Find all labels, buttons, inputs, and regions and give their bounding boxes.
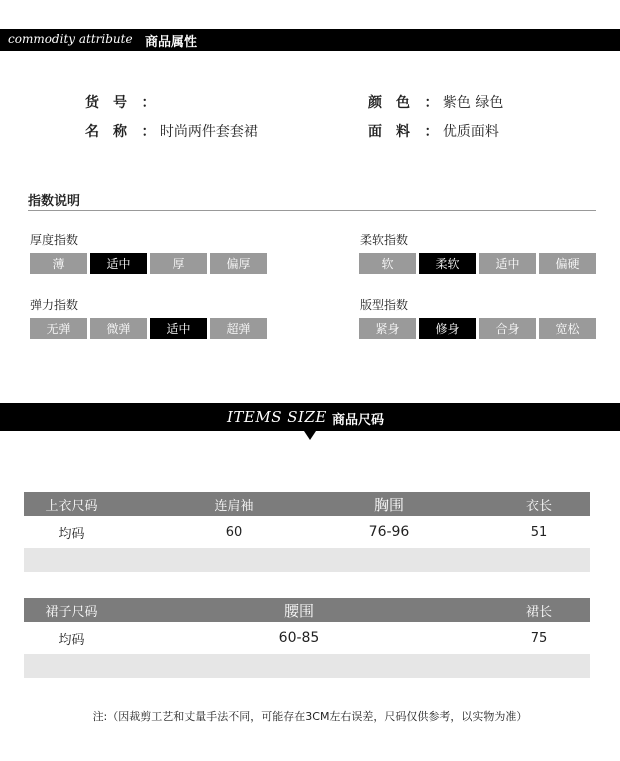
material-attribute — [368, 121, 499, 141]
skirt-size-table — [24, 598, 590, 678]
table-header-cell: 胸围 — [373, 495, 404, 514]
item-no-colon: ： — [141, 95, 156, 111]
index-divider — [28, 210, 596, 211]
color-label: 颜 色 — [368, 95, 410, 111]
thickness-scale — [30, 253, 267, 274]
elasticity-option: 微弹 — [90, 318, 147, 339]
fit-option: 修身 — [419, 318, 476, 339]
size-banner-pointer — [304, 431, 316, 440]
softness-option: 软 — [359, 253, 416, 274]
index-title: 指数说明 — [28, 194, 81, 209]
item-no-label: 货 号 — [85, 95, 127, 111]
table-cell: 76-96 — [368, 524, 410, 540]
table-header-row — [24, 492, 590, 516]
name-attribute — [85, 121, 258, 141]
table-cell: 60 — [225, 524, 243, 540]
color-value: 紫色 绿色 — [442, 95, 504, 111]
table-blank-row — [24, 548, 590, 572]
material-label: 面 料 — [368, 124, 410, 140]
fit-option: 宽松 — [539, 318, 596, 339]
name-value: 时尚两件套套裙 — [159, 124, 258, 140]
material-value: 优质面料 — [442, 124, 499, 140]
softness-option: 柔软 — [419, 253, 476, 274]
table-row — [24, 516, 590, 548]
item-no-attribute — [85, 92, 155, 112]
name-label: 名 称 — [85, 124, 127, 140]
thickness-option: 薄 — [30, 253, 87, 274]
table-blank-row — [24, 654, 590, 678]
table-cell: 均码 — [58, 632, 85, 648]
attribute-header-chinese: 商品属性 — [145, 35, 198, 50]
top-size-table — [24, 492, 590, 572]
table-header-cell: 上衣尺码 — [45, 498, 98, 514]
attribute-header-bar — [0, 29, 620, 51]
fit-title: 版型指数 — [360, 298, 409, 312]
table-cell: 51 — [530, 524, 548, 540]
name-colon: ： — [141, 124, 156, 140]
fit-scale — [359, 318, 596, 339]
table-header-cell: 衣长 — [525, 498, 552, 514]
color-colon: ： — [424, 95, 439, 111]
softness-title: 柔软指数 — [360, 233, 409, 247]
elasticity-option: 无弹 — [30, 318, 87, 339]
size-note: 注:（因裁剪工艺和丈量手法不同，可能存在3CM左右误差，尺码仅供参考，以实物为准） — [92, 710, 528, 723]
table-header-cell: 连肩袖 — [214, 498, 254, 514]
thickness-option: 偏厚 — [210, 253, 267, 274]
table-cell: 60-85 — [278, 630, 320, 646]
size-banner-chinese: 商品尺码 — [332, 413, 385, 428]
size-banner — [0, 403, 620, 431]
size-banner-english: ITEMS SIZE — [227, 408, 327, 426]
softness-option: 适中 — [479, 253, 536, 274]
softness-scale — [359, 253, 596, 274]
table-cell: 75 — [530, 630, 548, 646]
table-cell: 均码 — [58, 526, 85, 542]
material-colon: ： — [424, 124, 439, 140]
fit-option: 合身 — [479, 318, 536, 339]
thickness-option: 适中 — [90, 253, 147, 274]
elasticity-scale — [30, 318, 267, 339]
table-header-cell: 裙长 — [525, 604, 552, 620]
elasticity-title: 弹力指数 — [30, 298, 79, 312]
fit-option: 紧身 — [359, 318, 416, 339]
thickness-option: 厚 — [150, 253, 207, 274]
elasticity-option: 超弹 — [210, 318, 267, 339]
table-header-cell: 腰围 — [283, 601, 314, 620]
color-attribute — [368, 92, 503, 112]
thickness-title: 厚度指数 — [30, 233, 79, 247]
attribute-header-english: commodity attribute — [8, 32, 133, 46]
table-header-row — [24, 598, 590, 622]
table-header-cell: 裙子尺码 — [45, 604, 98, 620]
softness-option: 偏硬 — [539, 253, 596, 274]
table-row — [24, 622, 590, 654]
elasticity-option: 适中 — [150, 318, 207, 339]
